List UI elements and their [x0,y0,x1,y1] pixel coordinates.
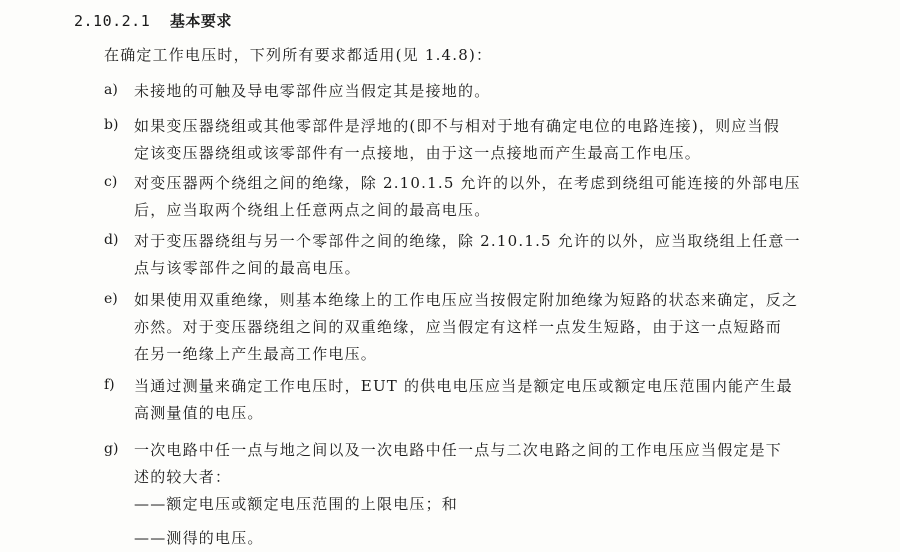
item-c-line-2: 后，应当取两个绕组上任意两点之间的最高电压。 [134,201,491,219]
dash-item-2: ——测得的电压。 [134,529,264,547]
dash-item-1: ——额定电压或额定电压范围的上限电压；和 [134,495,459,513]
section-heading [74,10,232,31]
item-b-line-2: 定该变压器绕组或该零部件有一点接地，由于这一点接地而产生最高工作电压。 [134,144,702,162]
item-marker-c: c) [104,174,118,190]
item-e-line-1: 如果使用双重绝缘，则基本绝缘上的工作电压应当按假定附加绝缘为短路的状态来确定，反之 [134,291,799,309]
section-number: 2.10.2.1 [74,12,151,30]
item-marker-e: e) [104,291,118,307]
item-d-line-2: 点与该零部件之间的最高电压。 [134,259,361,277]
item-a-line-1: 未接地的可触及导电零部件应当假定其是接地的。 [134,82,491,100]
item-marker-f: f) [104,377,115,393]
item-g-line-2: 述的较大者： [134,468,232,486]
section-title: 基本要求 [169,12,232,30]
item-marker-b: b) [104,117,119,133]
item-marker-g: g) [104,441,119,457]
item-marker-d: d) [104,232,119,248]
item-g-line-1: 一次电路中任一点与地之间以及一次电路中任一点与二次电路之间的工作电压应当假定是下 [134,441,783,459]
intro-text: 在确定工作电压时，下列所有要求都适用(见 1.4.8)： [104,46,493,64]
item-c-line-1: 对变压器两个绕组之间的绝缘，除 2.10.1.5 允许的以外，在考虑到绕组可能连接的外部电压 [134,174,801,192]
item-e-line-2: 亦然。对于变压器绕组之间的双重绝缘，应当假定有这样一点发生短路，由于这一点短路而 [134,318,783,336]
item-marker-a: a) [104,82,118,98]
item-f-line-2: 高测量值的电压。 [134,404,264,422]
item-b-line-1: 如果变压器绕组或其他零部件是浮地的(即不与相对于地有确定电位的电路连接)，则应当假 [134,117,780,135]
item-e-line-3: 在另一绝缘上产生最高工作电压。 [134,345,378,363]
item-d-line-1: 对于变压器绕组与另一个零部件之间的绝缘，除 2.10.1.5 允许的以外，应当取绕组上任意一 [134,232,801,250]
item-f-line-1: 当通过测量来确定工作电压时，EUT 的供电电压应当是额定电压或额定电压范围内能产生最 [134,377,793,395]
